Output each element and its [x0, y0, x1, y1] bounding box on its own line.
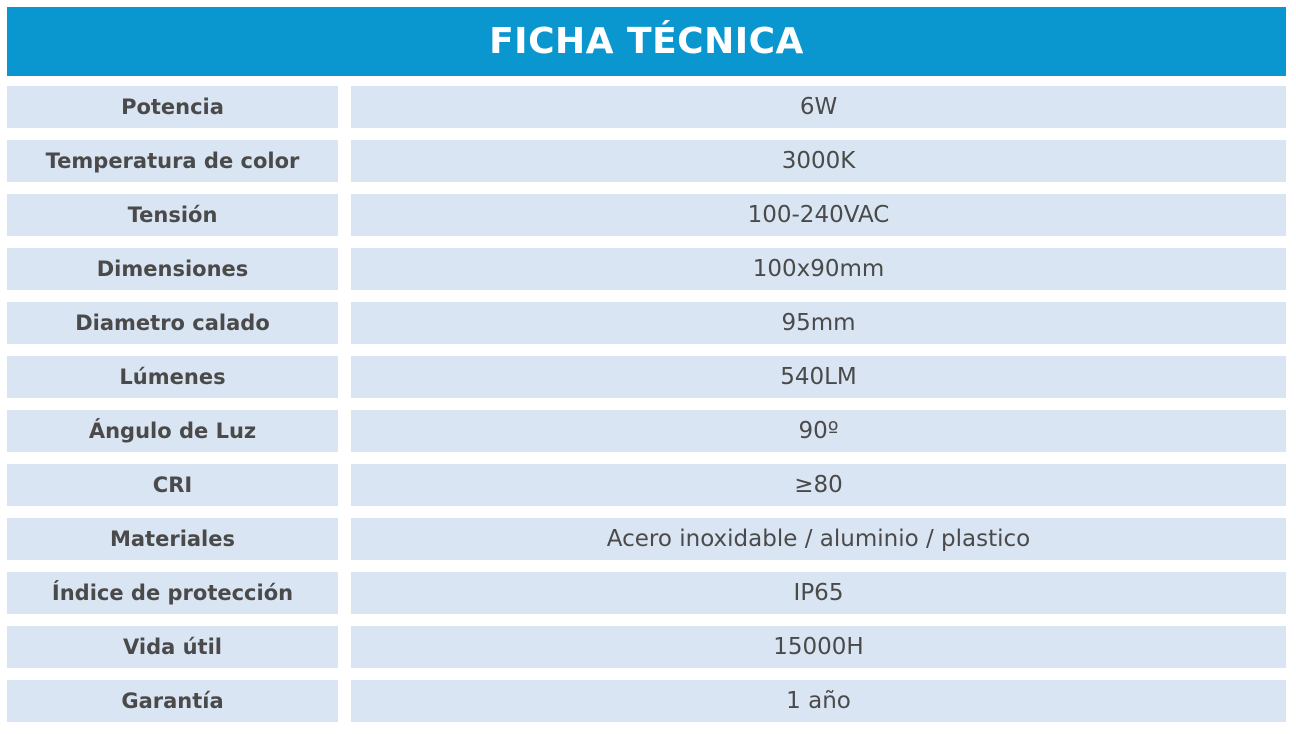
spec-row-tension	[7, 194, 1286, 236]
spec-value: 95mm	[351, 302, 1286, 344]
spec-row-potencia	[7, 86, 1286, 128]
spec-value: Acero inoxidable / aluminio / plastico	[351, 518, 1286, 560]
spec-value: 15000H	[351, 626, 1286, 668]
spec-value: 540LM	[351, 356, 1286, 398]
spec-label: CRI	[7, 464, 338, 506]
spec-row-garantia	[7, 680, 1286, 722]
spec-label: Potencia	[7, 86, 338, 128]
spec-label: Ángulo de Luz	[7, 410, 338, 452]
spec-value: IP65	[351, 572, 1286, 614]
spec-row-diametro	[7, 302, 1286, 344]
spec-table	[7, 86, 1286, 734]
spec-label: Dimensiones	[7, 248, 338, 290]
spec-row-proteccion	[7, 572, 1286, 614]
spec-row-temperatura	[7, 140, 1286, 182]
spec-value: 100-240VAC	[351, 194, 1286, 236]
spec-value: 3000K	[351, 140, 1286, 182]
spec-label: Temperatura de color	[7, 140, 338, 182]
spec-label: Garantía	[7, 680, 338, 722]
spec-value: ≥80	[351, 464, 1286, 506]
spec-label: Lúmenes	[7, 356, 338, 398]
page-title: FICHA TÉCNICA	[489, 21, 804, 62]
spec-value: 90º	[351, 410, 1286, 452]
spec-label: Tensión	[7, 194, 338, 236]
spec-row-lumenes	[7, 356, 1286, 398]
spec-sheet-header	[7, 7, 1286, 76]
spec-value: 6W	[351, 86, 1286, 128]
spec-row-cri	[7, 464, 1286, 506]
spec-row-angulo	[7, 410, 1286, 452]
spec-label: Índice de protección	[7, 572, 338, 614]
spec-label: Vida útil	[7, 626, 338, 668]
spec-row-dimensiones	[7, 248, 1286, 290]
spec-label: Diametro calado	[7, 302, 338, 344]
spec-value: 1 año	[351, 680, 1286, 722]
spec-row-vida-util	[7, 626, 1286, 668]
spec-value: 100x90mm	[351, 248, 1286, 290]
spec-row-materiales	[7, 518, 1286, 560]
spec-label: Materiales	[7, 518, 338, 560]
